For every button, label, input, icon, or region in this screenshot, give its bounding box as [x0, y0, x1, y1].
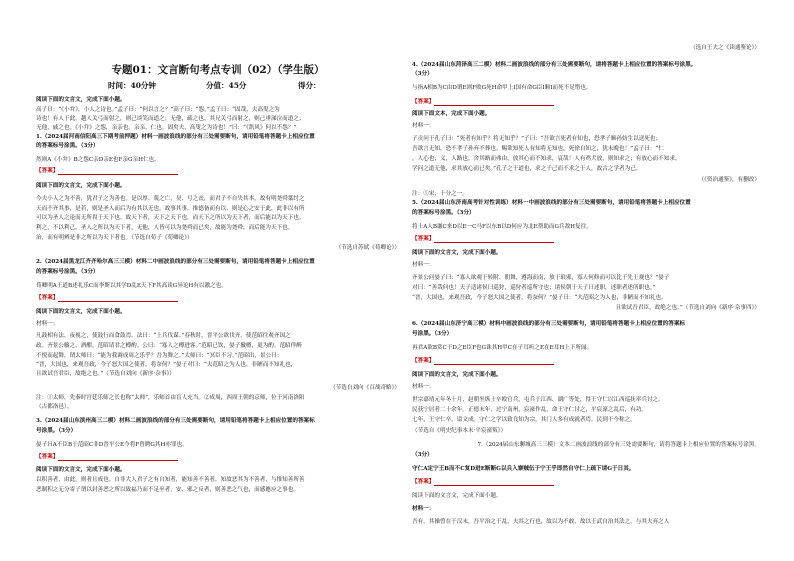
text-line: “晋，大国也，来观吾政，今子怒大国之使者，将奈何？”晏子曰：“夫范昭之为人也，非陋而不知礼也。 [412, 295, 667, 301]
text-line: 恶制积之无分寄子谓以封善恶之所以致福乃而不足至者，安、邪之反者，则善恶之气也，而感應应之事也。 [36, 487, 299, 493]
text-line: 号涂黑。（3分） [412, 331, 453, 337]
text-line: 阅读下面文本，完成下面小题。 [412, 111, 491, 117]
text-line: 阅读下面的文言文，完成下面小题。 [36, 467, 126, 473]
text-line: 天而不齐其事，是若，则是圣人而后为有其以无也。故事其事，推德备而有以，则是心之安于此，此非以有所 [36, 206, 305, 212]
text-line: 对曰：“善哉问也！天子适诸侯曰巡狩，巡狩者巡所守也；诸侯朝于天子曰述职，述职者述所职也。” [412, 285, 656, 291]
text-line: （3分） [412, 452, 433, 458]
text-line: 吾欲言无知，恐不孝子孙弃不葬也。赐欲知死人有知将无知也，死徐自知之，犹未晚也！”孟子曰：“仁 [412, 146, 664, 152]
text-line: 荀卿明A王道B述礼乐C而李斯以其学D乱E天下F其高谈G异论H有以激之也。 [36, 283, 227, 289]
page-title: 专题01：文言断句考点专训（02）（学生版） [111, 64, 325, 76]
answer-underline [58, 168, 178, 175]
text-line: 5.（2024届山东济南高考针对性训练）材料一中画波浪线的部分有三处需要断句，请用铅笔将答题卡上相应位置 [412, 200, 691, 206]
answer-blank [36, 294, 400, 302]
text-line: 吾有，其操曾在于汉末，吾平治之于乱，夫其之行也，故以为不敢，故以王武自治其法之，与其夫弃之人 [412, 519, 670, 525]
text-line: 今夫小人之为不善，犹君子之为善也。是以厚、蔑之亡，昊、号之丧，而君子不自失其本，故有明尧舜桀纣之 [36, 196, 305, 202]
got-label: 得分： [298, 81, 321, 90]
text-line: 且欲试吾君臣，故绝之也。”（节选自刘向《新序·杂事四》） [615, 305, 760, 311]
text-line: 7.（2024届山东聊城高三三模）文本二画波浪线的部分有三处需要断句，请将答题卡上相应位置的答案标号涂黑。 [477, 442, 760, 448]
text-line: 1.（2024届河南信阳高三下期考前押题）材料一画波浪线的部分有三处需要断句，请用铅笔将答题卡上相应位置 [36, 134, 315, 140]
text-line: 3.（2024届山东滨州高三二模）材料二画波浪线的部分有三处需要断句，请用铅笔将答题卡上相应位置的答案标 [36, 418, 315, 424]
answer-blank [412, 98, 760, 106]
answer-underline [434, 358, 554, 365]
text-line: 再君A欲B赏C于D之E臣F也G诛其H甲C在子耳听之E在E耳H上下所闻。 [412, 345, 593, 351]
answer-label: 【答案】 [412, 99, 435, 105]
answer-underline [434, 479, 554, 486]
answer-underline [434, 99, 554, 106]
answer-blank [412, 478, 760, 486]
text-line: 然则A《小弁》B之怨C亲D亲E也F亲G亲H仁也。 [36, 157, 160, 163]
text-line: 材料一： [412, 384, 435, 390]
text-line: 世宗嘉靖元年冬十月，赵朝坐纵士卒殴官兵，屯兵于江西、湖广等处，得王守仁以江西巡抚率兵讨之。 [412, 397, 664, 403]
text-line: 民获宁居者二十余年。正德末年，过宁南州，宸濠作乱，命王守仁讨之，平宸濠之乱后，有功。 [412, 407, 647, 413]
text-line: 号涂黑。（3分） [36, 428, 77, 434]
text-line: 七年，王守仁卒，谥文成。守仁之学以致良知为宗，其门人多有成就者焉。民到于今称之。 [412, 417, 636, 423]
answer-underline [58, 295, 178, 302]
text-line: “晋，大国也，来观吾政，今子怒大国之使者，将奈何？”晏子对曰：“夫范昭之为人也，非陋而不知礼也， [36, 362, 297, 368]
text-line: 将士A人B谦C来D以E一C马F以东B以D何应为北E帮助而G兵敌H复往。 [412, 224, 592, 230]
text-line: 材料一： [412, 506, 435, 512]
text-line: （古都洛邑）。 [36, 404, 73, 410]
text-line: 材料一： [36, 321, 59, 327]
text-line: 不悦而起舞，谓太师曰：“能为我调成周之乐乎？吾为舞之。”太师曰：“冥臣不习。”范昭出，景公曰： [36, 353, 283, 359]
text-line: 阅读下面的文言文，完成下面小题。 [412, 493, 502, 499]
answer-underline [434, 236, 554, 243]
text-line: 可以为圣人之论而无所畏于天下也。故天下者，天下之天下也，而天下之所以为天下者，而后能以为天下也。 [36, 215, 305, 221]
text-line: 阅读下面的文言文，完成下面小题。 [412, 250, 502, 256]
text-line: 守仁A定宁王B而不C复D进E断断G以兵入寨贼伍于宁王乎即然自守仁上疏下请G于日其。 [412, 466, 635, 472]
answer-blank [36, 453, 400, 461]
text-line: 晏子曰A不臣B于范昭C非D晋平公E今将F曾聘G其H亦罪也。 [36, 442, 188, 448]
answer-label: 【答案】 [36, 168, 59, 174]
text-line: 的答案标号涂黑。（3分） [412, 210, 475, 216]
answer-label: 【答案】 [36, 454, 59, 460]
answer-blank [36, 167, 400, 175]
answer-label: 【答案】 [36, 295, 59, 301]
text-line: 6.（2024届山东济宁高三模）材料中画波浪线的部分有三处需要断句，请用铅笔将答题卡上相应位置的答案标 [412, 321, 686, 327]
text-line: 与指A相B为C由D谓E则F败G死H命甲上I国有命G臣I顺I而死不足惜也。 [412, 85, 592, 91]
text-line: 无他，戚之也。《小弁》之怨，亲亲也。亲亲，仁也。固矣夫，高叟之为诗也！”曰：“《凯风》何以不怨？” [36, 125, 297, 131]
text-line: 诗也！有人于此，越人关弓而射之，则己谈笑而道之；无他，疏之也。其兄关弓而射之，则己垂涕泣而道之； [36, 116, 305, 122]
text-line: 阅读下面的文言文，完成下面小题。 [36, 183, 126, 189]
text-line: 子贡问于孔子曰：“死者有知乎？将无知乎？”子曰：“吾欲言死者有知也，恐孝子顺孙妨生以送死也； [412, 136, 662, 142]
text-line: 2.（2024届黑龙江齐齐哈尔高三三模）材料二中画波浪线的部分有三处需要断句，请用铅笔将答题卡上相应位置 [36, 259, 315, 265]
text-line: 治，而有明辨是非之所以为天下者也。（节选自荀子《荀卿论》） [36, 235, 193, 241]
text-line: 阅读下面的文言文，完成下面小题。 [36, 97, 126, 103]
answer-label: 【答案】 [412, 358, 435, 364]
page-left [36, 0, 400, 561]
score-label: 分值：45分 [206, 81, 247, 90]
text-line: 且欲试吾君臣，故绝之也。”（节选自刘向《新序·杂事》） [36, 371, 175, 377]
page-right [412, 0, 760, 561]
text-line: 利之，不以利己。圣人之所以为天下者，无他，人皆可以为尧舜而已矣，故能为尧舜，而后能为天下也。 [36, 225, 294, 231]
time-label: 时间：40分钟 [108, 81, 156, 90]
text-line: 阅读下面的文言文，完成下面小题。 [36, 309, 126, 315]
text-line: （节选自刘向《百战奇略》） [330, 385, 400, 391]
text-line: 学问之道无他，求其放心而已矣。”孔子之于道也，求之于己而不求之于人，故古之学者为己。 [412, 166, 642, 172]
text-line: 注：①太师，先秦时宫廷乐师之长也称“太师”，乐师首由盲人充当。②成周，西周王朝的京师，位于河南洛阳 [36, 395, 305, 401]
text-line: （节选自《明史纪事本末·平宸濠叛》） [412, 428, 507, 434]
text-line: 的答案标号涂黑。（3分） [36, 269, 99, 275]
text-line: 材料一： [412, 123, 435, 129]
text-line: 4.（2024届山东菏泽高三二模）材料二画波浪线的部分有三处需要断句，请将答题卡上相应位置的答案标号涂黑。 [412, 62, 697, 68]
answer-label: 【答案】 [412, 479, 435, 485]
text-line: 政。齐景公觞之，酒酣，范昭请君之樽酌。公曰：“寡人之樽进客。”范昭已饮，晏子撤樽，更为酌。范昭佯醉 [36, 343, 302, 349]
text-line: （节选自苏轼《荀卿论》） [335, 245, 400, 251]
answer-blank [412, 357, 760, 365]
answer-label: 【答案】 [412, 236, 435, 242]
text-line: 注：①宋，十分之一。 [412, 191, 468, 197]
text-line: 阅读下面的文言文，完成下面小题。 [412, 372, 502, 378]
text-line: 材料一： [412, 262, 435, 268]
text-line: 齐景公问晏子曰：“寡人欲观于转附、朝舞，遵海而南，放于琅邪，寡人何修而可以比于先王观也？”晏子 [412, 275, 670, 281]
text-line: （《资治通鉴》，有删改） [698, 177, 760, 183]
answer-blank [412, 235, 760, 243]
text-line: 以积善者，由此，则者且戒也。自非大人君子之有自知者，能知善不善者，知故恶其为不善者，与推知善所善 [36, 477, 305, 483]
text-line: 高子曰：“《小弁》，小人之诗也。”孟子曰：“何以言之？”高子曰：“怨。”孟子曰：“固哉，夫高叟之为 [36, 107, 280, 113]
text-line: 凡鼓相有法，夜视之，使鼓行而食鼓焉。法曰：“上兵伐谋。”春秋时，晋平公欲伐齐，使范昭往观齐国之 [36, 333, 291, 339]
text-line: 的答案标号涂黑。（3分） [36, 143, 99, 149]
text-line: （选自王夫之《读通鉴论》） [690, 45, 760, 51]
text-line: ，人心也；义，人路也。舍其路而弗由，放其心而不知求，哀哉！人有鸡犬放，则知求之；有放心而不知求。 [412, 156, 681, 162]
answer-underline [58, 454, 178, 461]
text-line: （3分） [412, 71, 433, 77]
